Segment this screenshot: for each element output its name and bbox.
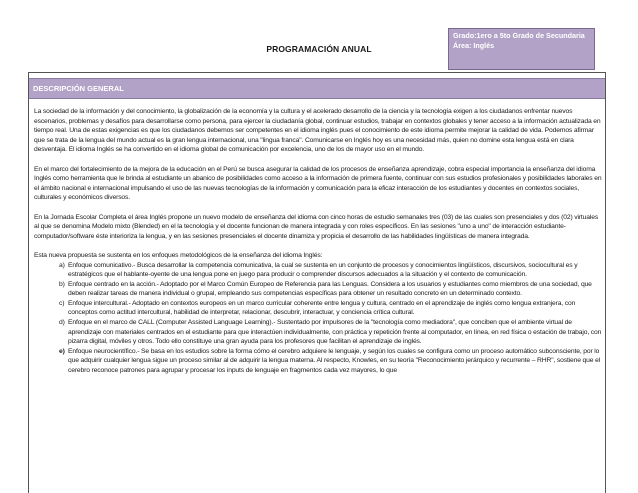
list-item (34, 299, 602, 318)
approach-list (34, 261, 602, 376)
list-item (34, 280, 602, 299)
section-heading: DESCRIPCIÓN GENERAL (33, 84, 124, 93)
list-item-text: Enfoque neurocientífico.- Se basa en los estudios sobre la forma cómo el cerebro adquiere le lenguaje, y según los cuales se configura como un proceso automático subconsciente, por lo que adquirir cualquier lengua sigue un proceso similar al de adquirir la lengua materna. Al respecto, Knowles, en su teoría "Reconocimiento jerárquico y recurrente – RHR", sostiene que el cerebro reconoce patrones para agrupar y procesar los inputs de lenguaje en fragmentos cada vez mayores, lo que (68, 347, 601, 375)
grade-label: Grado:1ero a 5to Grado de Secundaria (453, 31, 585, 40)
list-item-text: Enfoque comunicativo.- Busca desarrollar la competencia comunicativa, la cual se sustenta en un conjunto de procesos y conocimientos lingüísticos, discursivos, sociocultural es y estratégicos que el hablante-oyente de una lengua pone en juego para producir o comprender discursos adecuados a la situación y el contexto de comunicación. (68, 261, 578, 279)
list-item-text: Enfoque intercultural.- Adoptado en contextos europeos en un marco curricular coherente entre lengua y cultura, centrado en el aprendizaje de inglés como lengua extranjera, con conceptos como actitud intercultural, habilidad de interpretar, relacionar, descubrir, interactuar, y conciencia crítica cultural. (68, 299, 576, 317)
paragraph-2: En el marco del fortalecimiento de la mejora de la educación en el Perú se busca asegurar la calidad de los procesos de enseñanza aprendizaje, cobra especial importancia la enseñanza del idioma Inglés como herramienta que le brinda al estudiante un abanico de posibilidades como acceso a la información de primera fuente, continuar con sus estudios profesionales y posibilidades laborales en el ámbito nacional e internacional impulsando el uso de las nuevas tecnologías de la información y comunicación para la eficaz interacción de los estudiantes y docentes en contextos sociales, culturales y económicos diversos. (34, 165, 602, 202)
list-marker: e) (59, 347, 65, 355)
list-marker: c) (59, 299, 65, 307)
list-item-text: Enfoque centrado en la acción.- Adoptado por el Marco Común Europeo de Referencia para las Lenguas. Considera a los usuarios y estudiantes como miembros de una sociedad, que deben realizar tareas de manera individual o grupal, empleando sus competencias específicas para obtener un resultado concreto en un determinado contexto. (68, 280, 592, 298)
area-label: Área: Inglés (453, 41, 495, 50)
page-title: PROGRAMACIÓN ANUAL (266, 44, 372, 54)
list-item (34, 318, 602, 347)
list-marker: b) (59, 280, 65, 288)
list-intro: Esta nueva propuesta se sustenta en los enfoques metodológicos de la enseñanza del idioma Inglés: (34, 251, 323, 259)
list-item (34, 261, 602, 280)
section-body (34, 107, 602, 376)
paragraph-1: La sociedad de la información y del conocimiento, la globalización de la economía y la cultura y el acelerado desarrollo de la ciencia y la tecnología exigen a los ciudadanos enfrentar nuevos escenarios, problemas y desafíos para desarrollarse como persona, para ejercer la ciudadanía global, continuar estudios, trabajar en contextos globales y tener acceso a la información actualizada en tiempo real. Una de estas exigencias es que los ciudadanos debemos ser competentes en el idioma inglés pues el conocimiento de este idioma permite mejorar la calidad de vida. Podemos afirmar que se trata de la lengua del mundo actual es la gran lengua internacional, una "lingua franca". Comunicarse en Inglés hoy es una necesidad más, quien no domine esta lengua está en clara desventaja. El idioma Inglés se ha convertido en el idioma global de comunicación por excelencia, uno de los de mayor uso en el mundo. (34, 108, 601, 154)
list-item-text: Enfoque en el marco de CALL (Computer Assisted Language Learning).- Sustentado por impulsores de la "tecnología como mediadora", que conciben que el ambiente virtual de aprendizaje con materiales centrados en el estudiante para que interactúen individualmente, con práctica y repetición frente al computador, en línea, en red física o estación de trabajo, con pizarra digital, móviles y otros. Todo ello constituye una gran ayuda para los profesores que facilitan el aprendizaje de inglés. (68, 319, 602, 346)
list-item (34, 347, 602, 376)
paragraph-3: En la Jornada Escolar Completa el área Inglés propone un nuevo modelo de enseñanza del idioma con cinco horas de estudio semanales tres (03) de las cuales son presenciales y dos (02) virtuales al que se denomina Modelo mixto (Blended) en el la tecnología y el docente funcionan de manera integrada y con roles específicos. En las sesiones "uno a uno" de interacción estudiante- computador/software éste interioriza la lengua, y en las sesiones presenciales el docente dinamiza y propicia el desarrollo de las habilidades lingüísticas de manera integrada. (34, 213, 599, 240)
list-marker: d) (59, 319, 65, 327)
list-marker: a) (59, 261, 65, 269)
section-header-bar (29, 78, 605, 99)
grade-area-box (448, 28, 595, 70)
